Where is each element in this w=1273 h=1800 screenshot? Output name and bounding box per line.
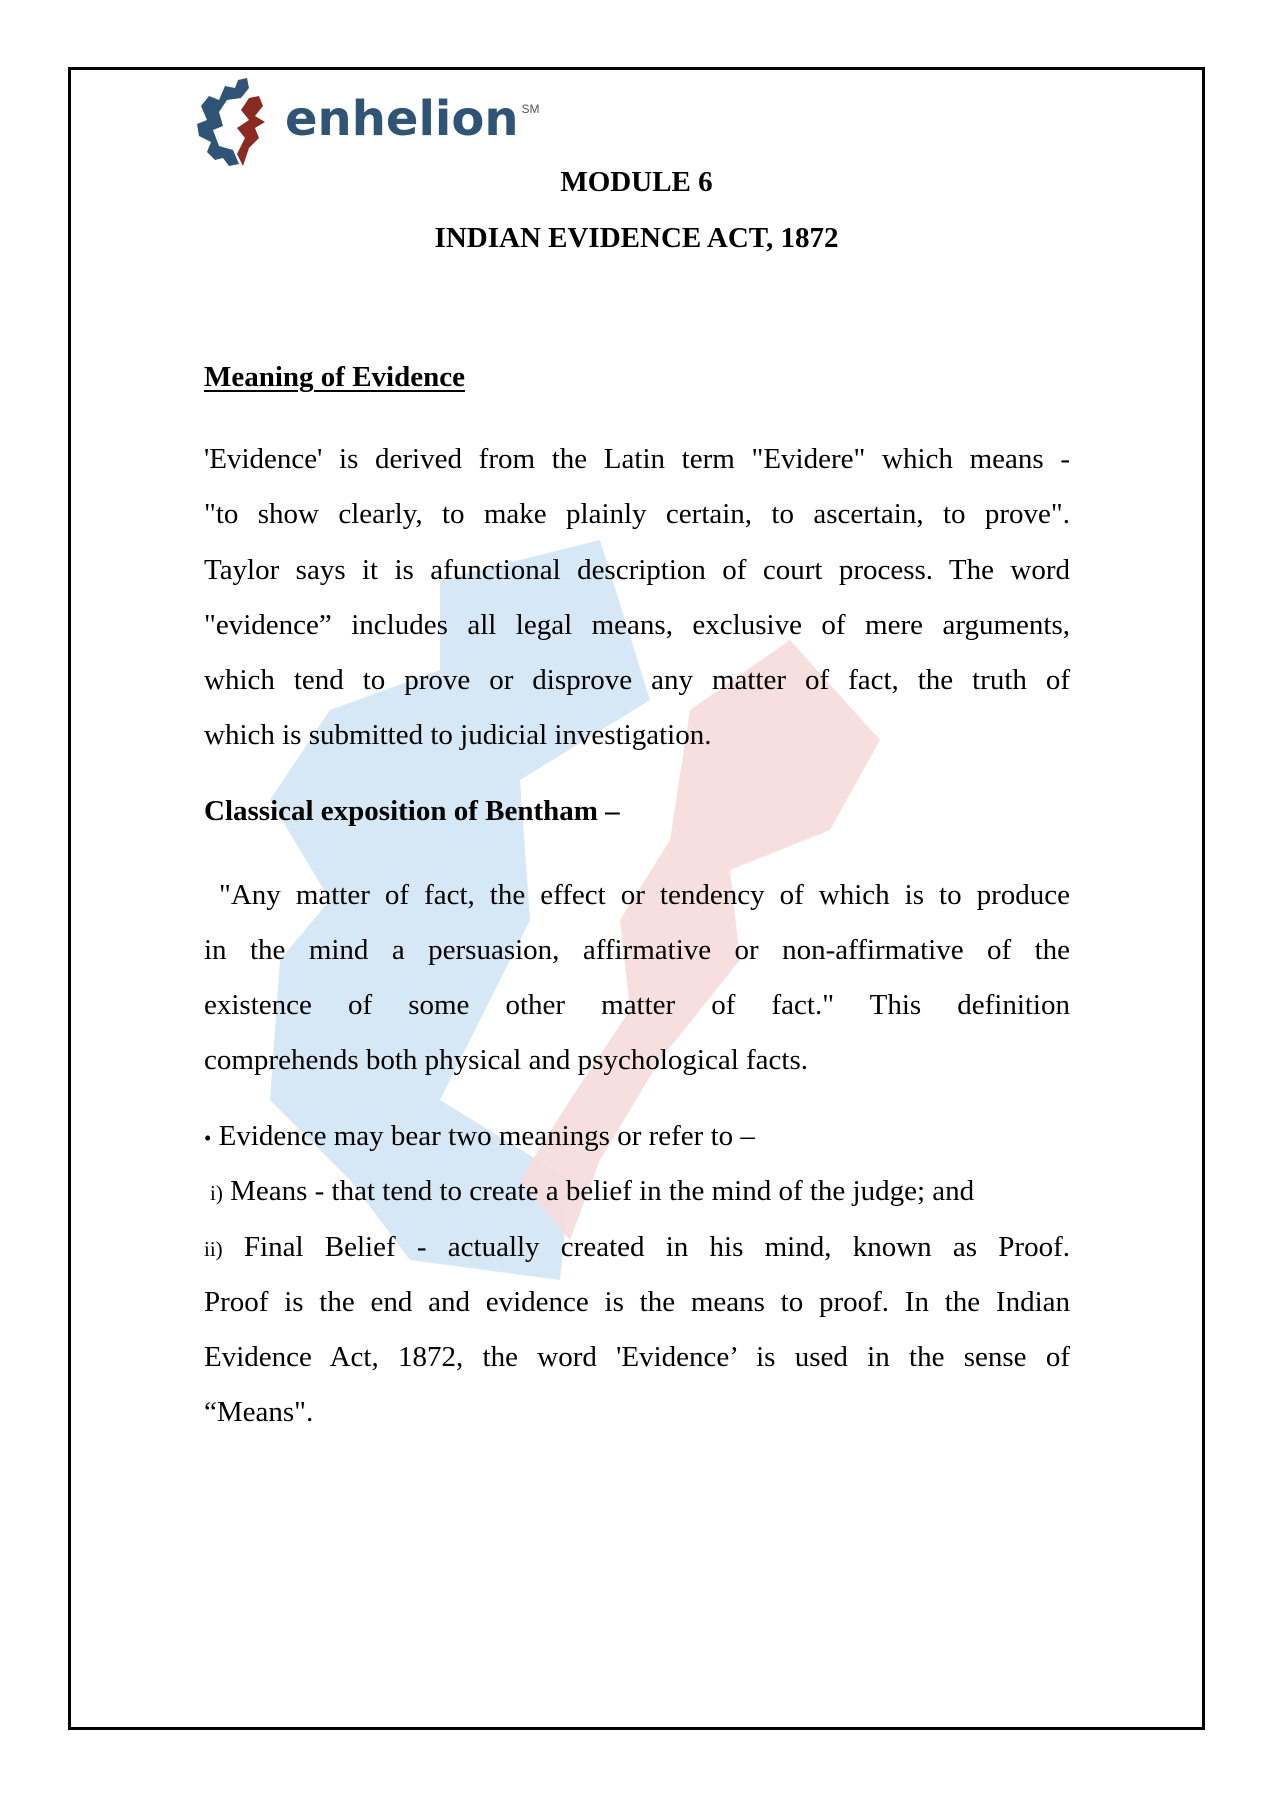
logo-text: enhelion — [285, 91, 519, 147]
bullet-item — [204, 1119, 1070, 1155]
list-marker: i) — [210, 1181, 223, 1205]
paragraph-line: which is submitted to judicial investigation. — [204, 719, 712, 751]
quote-line: in the mind a persuasion, affirmative or non-affirmative of the — [204, 934, 1070, 966]
list-marker: ii) — [204, 1237, 223, 1261]
list-text: Means - that tend to create a belief in the mind of the judge; and — [230, 1175, 975, 1207]
paragraph-line: "evidence” includes all legal means, exclusive of mere arguments, — [204, 609, 1070, 641]
paragraph-line: 'Evidence' is derived from the Latin term "Evidere" which means - — [204, 443, 1070, 475]
section-heading-bentham: Classical exposition of Bentham – — [204, 795, 620, 827]
section-heading-meaning: Meaning of Evidence — [204, 361, 465, 393]
paragraph-line: “Means". — [204, 1396, 314, 1428]
service-mark: SM — [521, 102, 540, 116]
list-item-final-belief — [204, 1230, 1070, 1266]
list-text: Final Belief - actually created in his mind, known as Proof. — [243, 1231, 1070, 1263]
paragraph-line: which tend to prove or disprove any matter of fact, the truth of — [204, 664, 1070, 696]
paragraph-line: "to show clearly, to make plainly certain, to ascertain, to prove". — [204, 498, 1070, 530]
quote-line: existence of some other matter of fact." This definition — [204, 989, 1070, 1021]
list-item-means — [210, 1174, 1076, 1210]
bullet-text: Evidence may bear two meanings or refer to – — [218, 1120, 755, 1152]
quote-line: comprehends both physical and psychological facts. — [204, 1044, 809, 1076]
gear-logo-icon — [193, 76, 283, 168]
enhelion-logo — [193, 76, 540, 168]
paragraph-line: Taylor says it is afunctional description of court process. The word — [204, 554, 1070, 586]
document-title: INDIAN EVIDENCE ACT, 1872 — [434, 222, 839, 254]
paragraph-line: Evidence Act, 1872, the word 'Evidence’ is used in the sense of — [204, 1341, 1070, 1373]
bullet-marker: • — [204, 1126, 212, 1150]
quote-line: "Any matter of fact, the effect or tendency of which is to produce — [204, 879, 1070, 911]
paragraph-line: Proof is the end and evidence is the means to proof. In the Indian — [204, 1286, 1070, 1318]
module-number: MODULE 6 — [560, 166, 713, 198]
